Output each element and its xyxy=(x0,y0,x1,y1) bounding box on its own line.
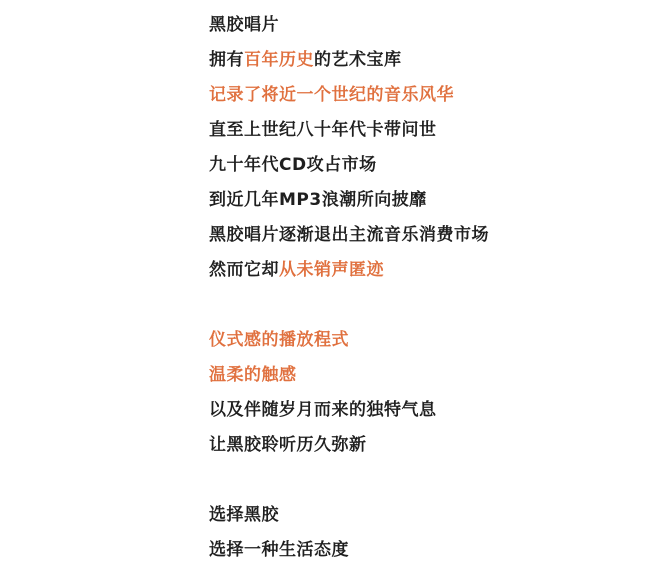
text-segment: 拥有 xyxy=(209,50,244,70)
stanza3-line2: 选择一种生活态度 xyxy=(209,540,349,560)
stanza-gap xyxy=(209,463,639,498)
stanza2-line4: 让黑胶聆听历久弥新 xyxy=(209,435,367,455)
stanza3-line1: 选择黑胶 xyxy=(209,505,279,525)
stanza1-line1: 黑胶唱片 xyxy=(209,15,279,35)
text-segment: 然而它却 xyxy=(209,260,279,280)
stanza1-line3: 记录了将近一个世纪的音乐风华 xyxy=(209,85,454,105)
stanza2-line2: 温柔的触感 xyxy=(209,365,297,385)
stanza2-line1: 仪式感的播放程式 xyxy=(209,330,349,350)
article-body xyxy=(209,8,639,568)
stanza1-line2 xyxy=(209,43,639,78)
stanza1-line4: 直至上世纪八十年代卡带问世 xyxy=(209,120,437,140)
stanza1-line6: 到近几年MP3浪潮所向披靡 xyxy=(209,190,427,210)
stanza1-line8 xyxy=(209,253,639,288)
stanza1-line7: 黑胶唱片逐渐退出主流音乐消费市场 xyxy=(209,225,489,245)
stanza1-line5: 九十年代CD攻占市场 xyxy=(209,155,377,175)
highlight-segment: 从未销声匿迹 xyxy=(279,260,384,280)
stanza2-line3: 以及伴随岁月而来的独特气息 xyxy=(209,400,437,420)
stanza-gap xyxy=(209,288,639,323)
highlight-segment: 百年历史 xyxy=(244,50,314,70)
text-segment: 的艺术宝库 xyxy=(314,50,402,70)
